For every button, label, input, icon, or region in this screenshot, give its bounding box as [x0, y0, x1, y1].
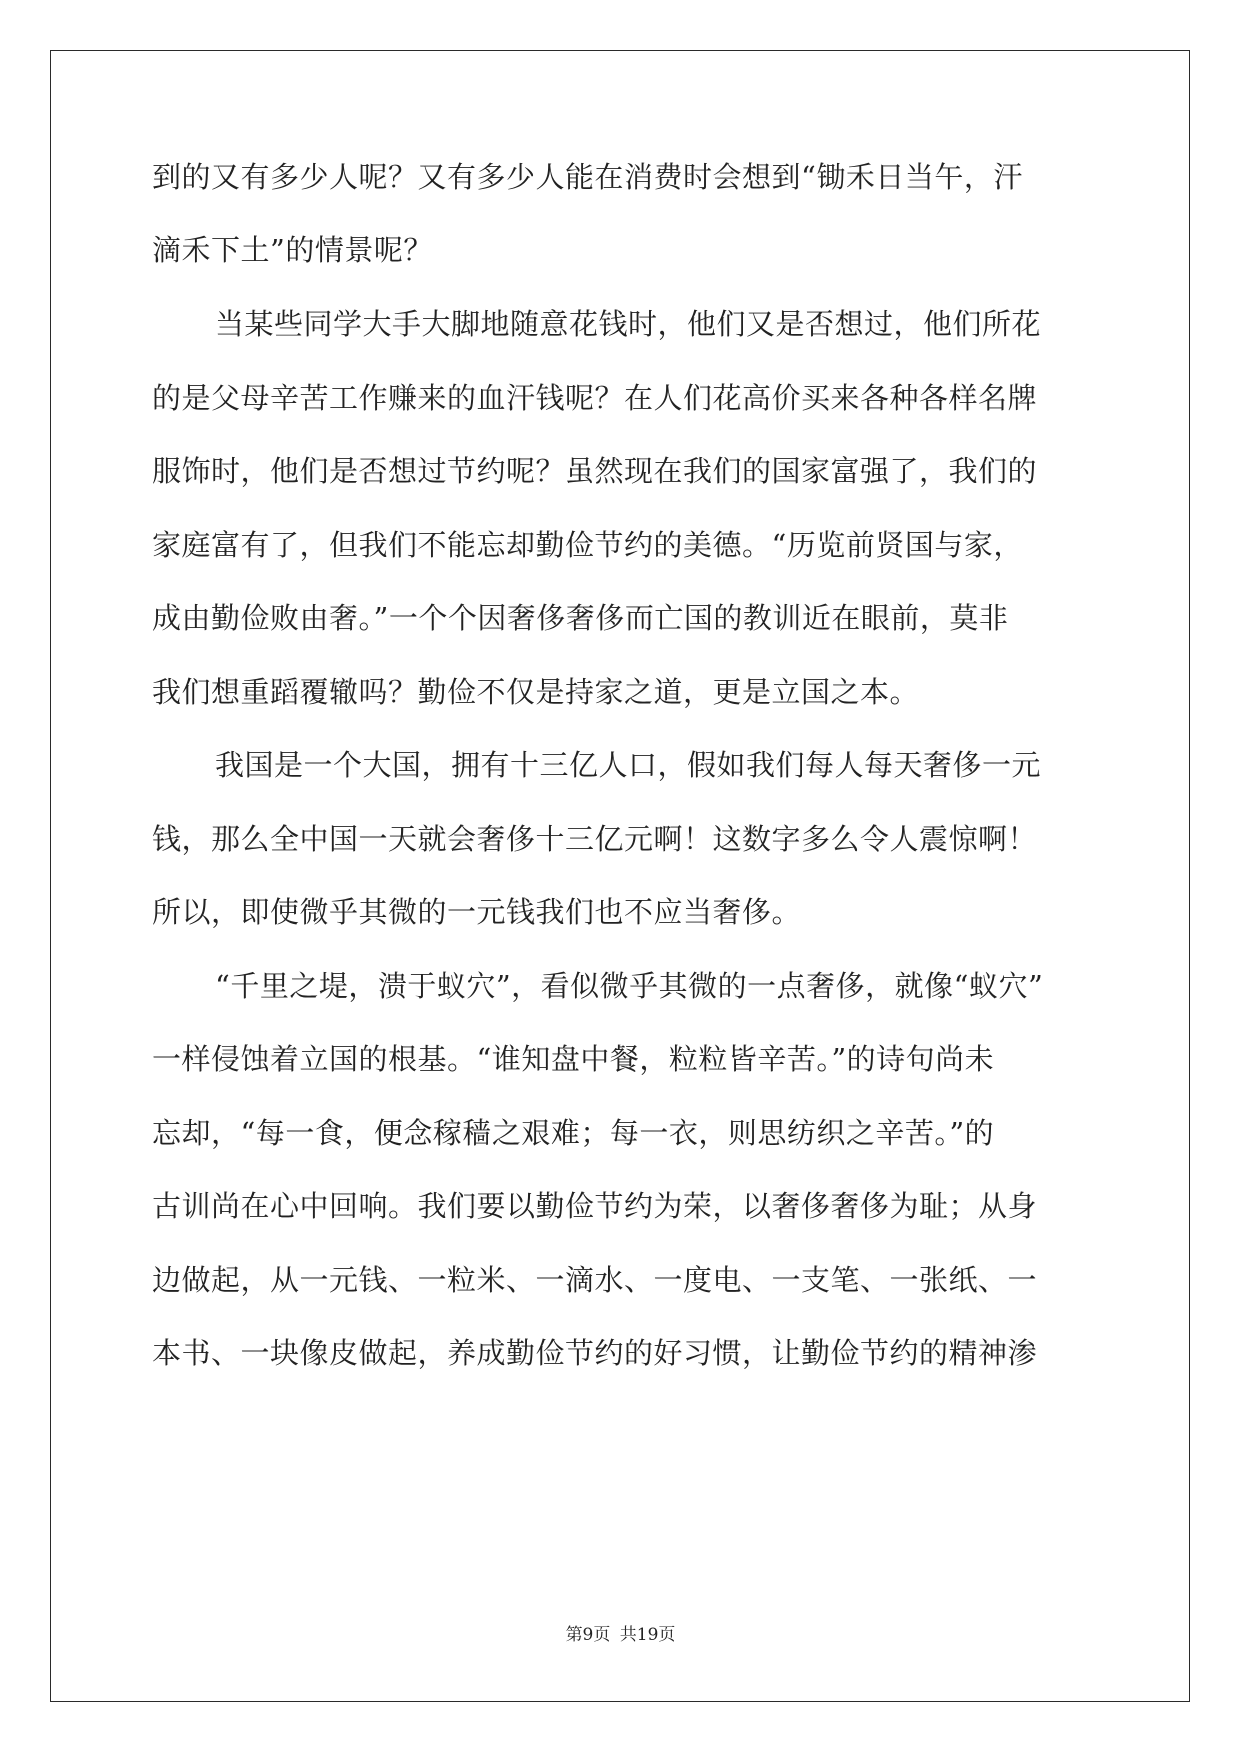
paragraph-first-line: “千里之堤，溃于蚁穴”，看似微乎其微的一点奢侈，就像“蚁穴”	[215, 969, 1044, 1003]
paragraph-first-line: 当某些同学大手大脚地随意花钱时，他们又是否想过，他们所花	[215, 307, 1042, 341]
text-line: 滴禾下土”的情景呢？	[152, 233, 433, 267]
text-line: 忘却，“每一食，便念稼穑之艰难；每一衣，则思纺织之辛苦。”的	[152, 1116, 995, 1150]
text-line: 本书、一块像皮做起，养成勤俭节约的好习惯，让勤俭节约的精神渗	[152, 1336, 1038, 1370]
page-border	[50, 50, 1190, 1702]
text-line: 家庭富有了，但我们不能忘却勤俭节约的美德。“历览前贤国与家，	[152, 528, 1023, 562]
text-line: 的是父母辛苦工作赚来的血汗钱呢？在人们花高价买来各种各样名牌	[152, 381, 1038, 415]
text-line: 钱，那么全中国一天就会奢侈十三亿元啊！这数字多么令人震惊啊！	[152, 822, 1038, 856]
text-line: 我们想重蹈覆辙吗？勤俭不仅是持家之道，更是立国之本。	[152, 675, 920, 709]
text-line: 边做起，从一元钱、一粒米、一滴水、一度电、一支笔、一张纸、一	[152, 1263, 1038, 1297]
text-line: 服饰时，他们是否想过节约呢？虽然现在我们的国家富强了，我们的	[152, 454, 1038, 488]
text-line: 所以，即使微乎其微的一元钱我们也不应当奢侈。	[152, 895, 802, 929]
page-total: 共19页	[619, 1625, 676, 1645]
text-line: 古训尚在心中回响。我们要以勤俭节约为荣，以奢侈奢侈为耻；从身	[152, 1189, 1038, 1223]
text-line: 一样侵蚀着立国的根基。“谁知盘中餐，粒粒皆辛苦。”的诗句尚未	[152, 1042, 995, 1076]
paragraph-first-line: 我国是一个大国，拥有十三亿人口，假如我们每人每天奢侈一元	[215, 748, 1042, 782]
text-line: 到的又有多少人呢？又有多少人能在消费时会想到“锄禾日当午，汗	[152, 160, 1023, 194]
page-number: 第9页	[565, 1625, 611, 1645]
page-footer	[0, 1620, 1241, 1645]
text-line: 成由勤俭败由奢。”一个个因奢侈奢侈而亡国的教训近在眼前，莫非	[152, 601, 1009, 635]
